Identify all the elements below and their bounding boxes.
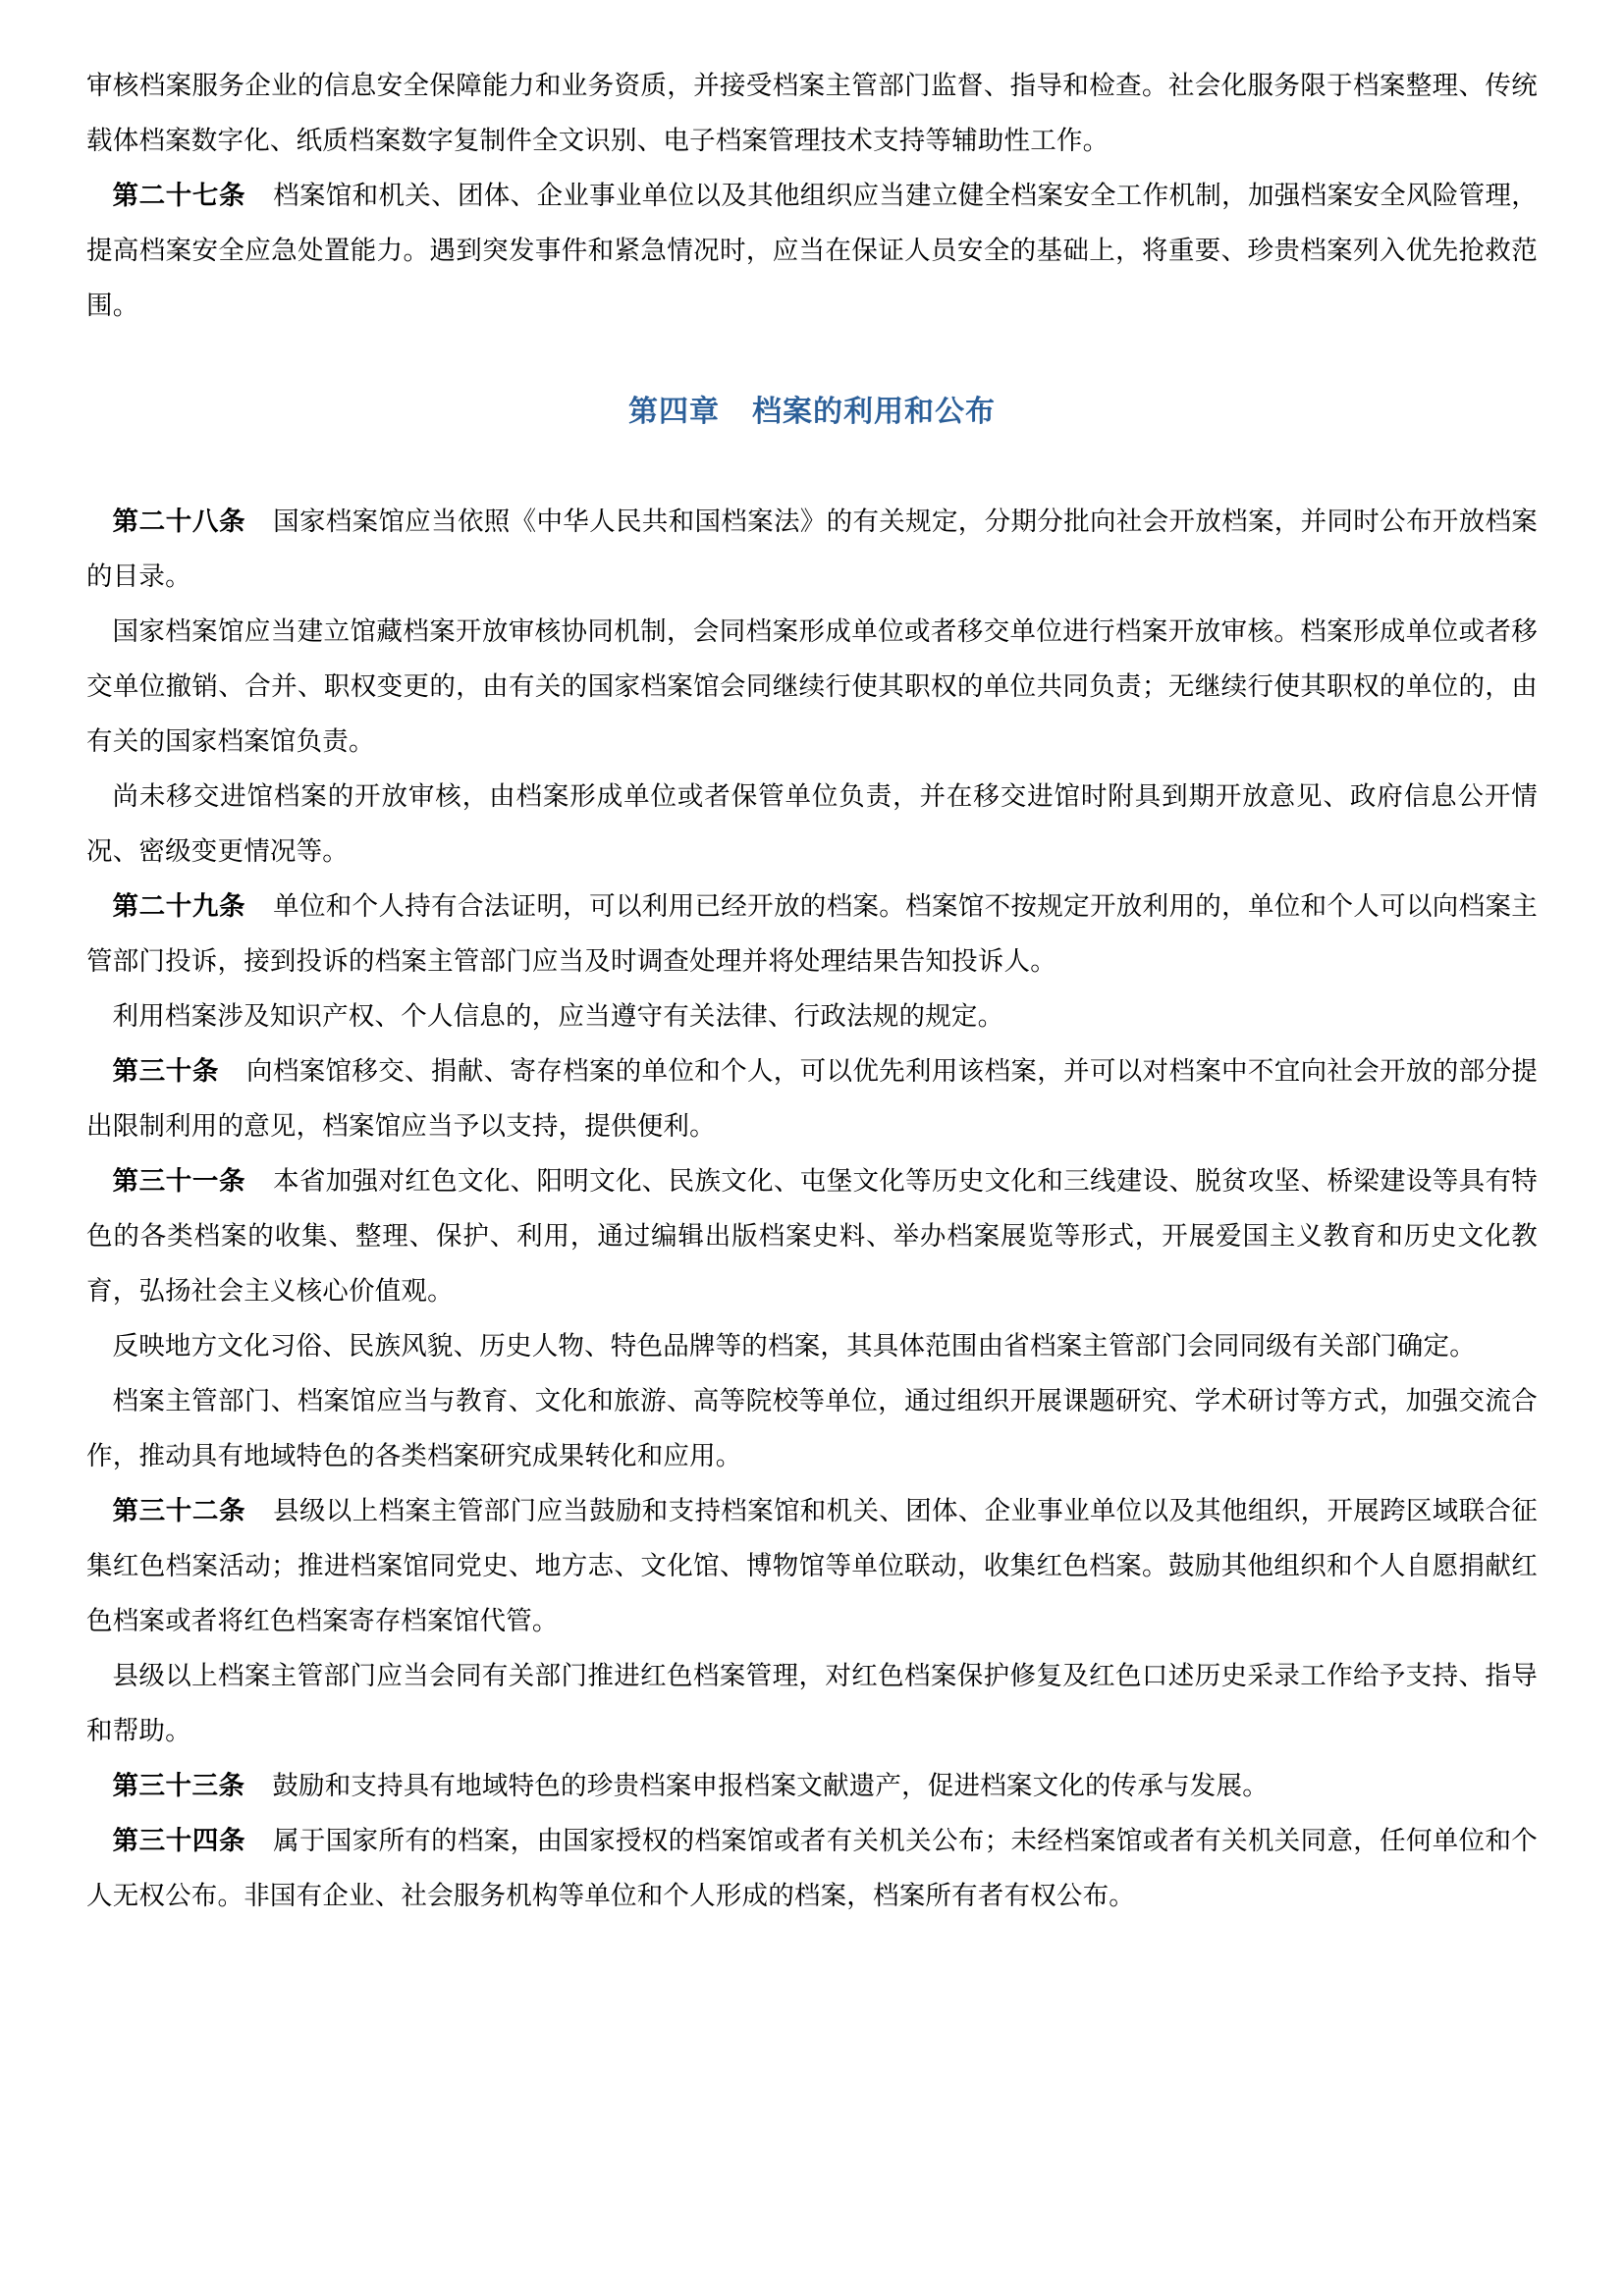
article-27-number: 第二十七条 — [112, 181, 246, 211]
article-30 — [86, 1044, 1538, 1154]
article-29-number: 第二十九条 — [112, 891, 246, 922]
article-31-paragraph-3-text: 档案主管部门、档案馆应当与教育、文化和旅游、高等院校等单位，通过组织开展课题研究、学术研讨等方式，加强交流合作，推动具有地域特色的各类档案研究成果转化和应用。 — [86, 1386, 1538, 1471]
article-34-number: 第三十四条 — [112, 1826, 246, 1856]
article-28-text: 国家档案馆应当依照《中华人民共和国档案法》的有关规定，分期分批向社会开放档案，并同时公布开放档案的目录。 — [86, 507, 1538, 592]
article-30-text: 向档案馆移交、捐献、寄存档案的单位和个人，可以优先利用该档案，并可以对档案中不宜向社会开放的部分提出限制利用的意见，档案馆应当予以支持，提供便利。 — [86, 1056, 1538, 1142]
article-28-number: 第二十八条 — [112, 507, 246, 537]
article-29-text: 单位和个人持有合法证明，可以利用已经开放的档案。档案馆不按规定开放利用的，单位和个人可以向档案主管部门投诉，接到投诉的档案主管部门应当及时调查处理并将处理结果告知投诉人。 — [86, 891, 1538, 977]
article-28 — [86, 495, 1538, 605]
article-32-paragraph-2-text: 县级以上档案主管部门应当会同有关部门推进红色档案管理，对红色档案保护修复及红色口述历史采录工作给予支持、指导和帮助。 — [86, 1661, 1538, 1746]
article-27-text: 档案馆和机关、团体、企业事业单位以及其他组织应当建立健全档案安全工作机制，加强档案安全风险管理，提高档案安全应急处置能力。遇到突发事件和紧急情况时，应当在保证人员安全的基础上，将重要、珍贵档案列入优先抢救范围。 — [86, 181, 1538, 321]
continuation-text: 审核档案服务企业的信息安全保障能力和业务资质，并接受档案主管部门监督、指导和检查。社会化服务限于档案整理、传统载体档案数字化、纸质档案数字复制件全文识别、电子档案管理技术支持等辅助性工作。 — [86, 71, 1538, 156]
article-33-text: 鼓励和支持具有地域特色的珍贵档案申报档案文献遗产，促进档案文化的传承与发展。 — [272, 1771, 1269, 1801]
document-body — [86, 59, 1538, 1924]
article-28-paragraph-3 — [86, 770, 1538, 880]
article-28-paragraph-2 — [86, 605, 1538, 770]
article-32-number: 第三十二条 — [112, 1496, 246, 1526]
article-32-text: 县级以上档案主管部门应当鼓励和支持档案馆和机关、团体、企业事业单位以及其他组织，开展跨区域联合征集红色档案活动；推进档案馆同党史、地方志、文化馆、博物馆等单位联动，收集红色档案。鼓励其他组织和个人自愿捐献红色档案或者将红色档案寄存档案馆代管。 — [86, 1496, 1538, 1636]
article-29-paragraph-2 — [86, 989, 1538, 1044]
article-32-paragraph-2 — [86, 1649, 1538, 1759]
article-28-paragraph-2-text: 国家档案馆应当建立馆藏档案开放审核协同机制，会同档案形成单位或者移交单位进行档案开放审核。档案形成单位或者移交单位撤销、合并、职权变更的，由有关的国家档案馆会同继续行使其职权的单位共同负责；无继续行使其职权的单位的，由有关的国家档案馆负责。 — [86, 616, 1538, 757]
chapter-label: 第四章 — [628, 395, 720, 429]
article-31-paragraph-2-text: 反映地方文化习俗、民族风貌、历史人物、特色品牌等的档案，其具体范围由省档案主管部门会同同级有关部门确定。 — [112, 1331, 1476, 1362]
article-34 — [86, 1814, 1538, 1924]
article-27 — [86, 169, 1538, 334]
article-33-number: 第三十三条 — [112, 1771, 245, 1801]
article-33 — [86, 1759, 1538, 1814]
article-29-paragraph-2-text: 利用档案涉及知识产权、个人信息的，应当遵守有关法律、行政法规的规定。 — [112, 1001, 1004, 1032]
article-34-text: 属于国家所有的档案，由国家授权的档案馆或者有关机关公布；未经档案馆或者有关机关同意，任何单位和个人无权公布。非国有企业、社会服务机构等单位和个人形成的档案，档案所有者有权公布。 — [86, 1826, 1538, 1911]
paragraph-continuation — [86, 59, 1538, 169]
article-31-number: 第三十一条 — [112, 1166, 246, 1197]
chapter-title: 档案的利用和公布 — [752, 395, 996, 429]
article-31-paragraph-3 — [86, 1374, 1538, 1484]
article-31-paragraph-2 — [86, 1319, 1538, 1374]
chapter-heading — [86, 395, 1538, 430]
article-31-text: 本省加强对红色文化、阳明文化、民族文化、屯堡文化等历史文化和三线建设、脱贫攻坚、桥梁建设等具有特色的各类档案的收集、整理、保护、利用，通过编辑出版档案史料、举办档案展览等形式，开展爱国主义教育和历史文化教育，弘扬社会主义核心价值观。 — [86, 1166, 1538, 1307]
article-28-paragraph-3-text: 尚未移交进馆档案的开放审核，由档案形成单位或者保管单位负责，并在移交进馆时附具到期开放意见、政府信息公开情况、密级变更情况等。 — [86, 781, 1538, 867]
article-30-number: 第三十条 — [112, 1056, 220, 1087]
article-31 — [86, 1154, 1538, 1319]
article-32 — [86, 1484, 1538, 1649]
article-29 — [86, 880, 1538, 989]
